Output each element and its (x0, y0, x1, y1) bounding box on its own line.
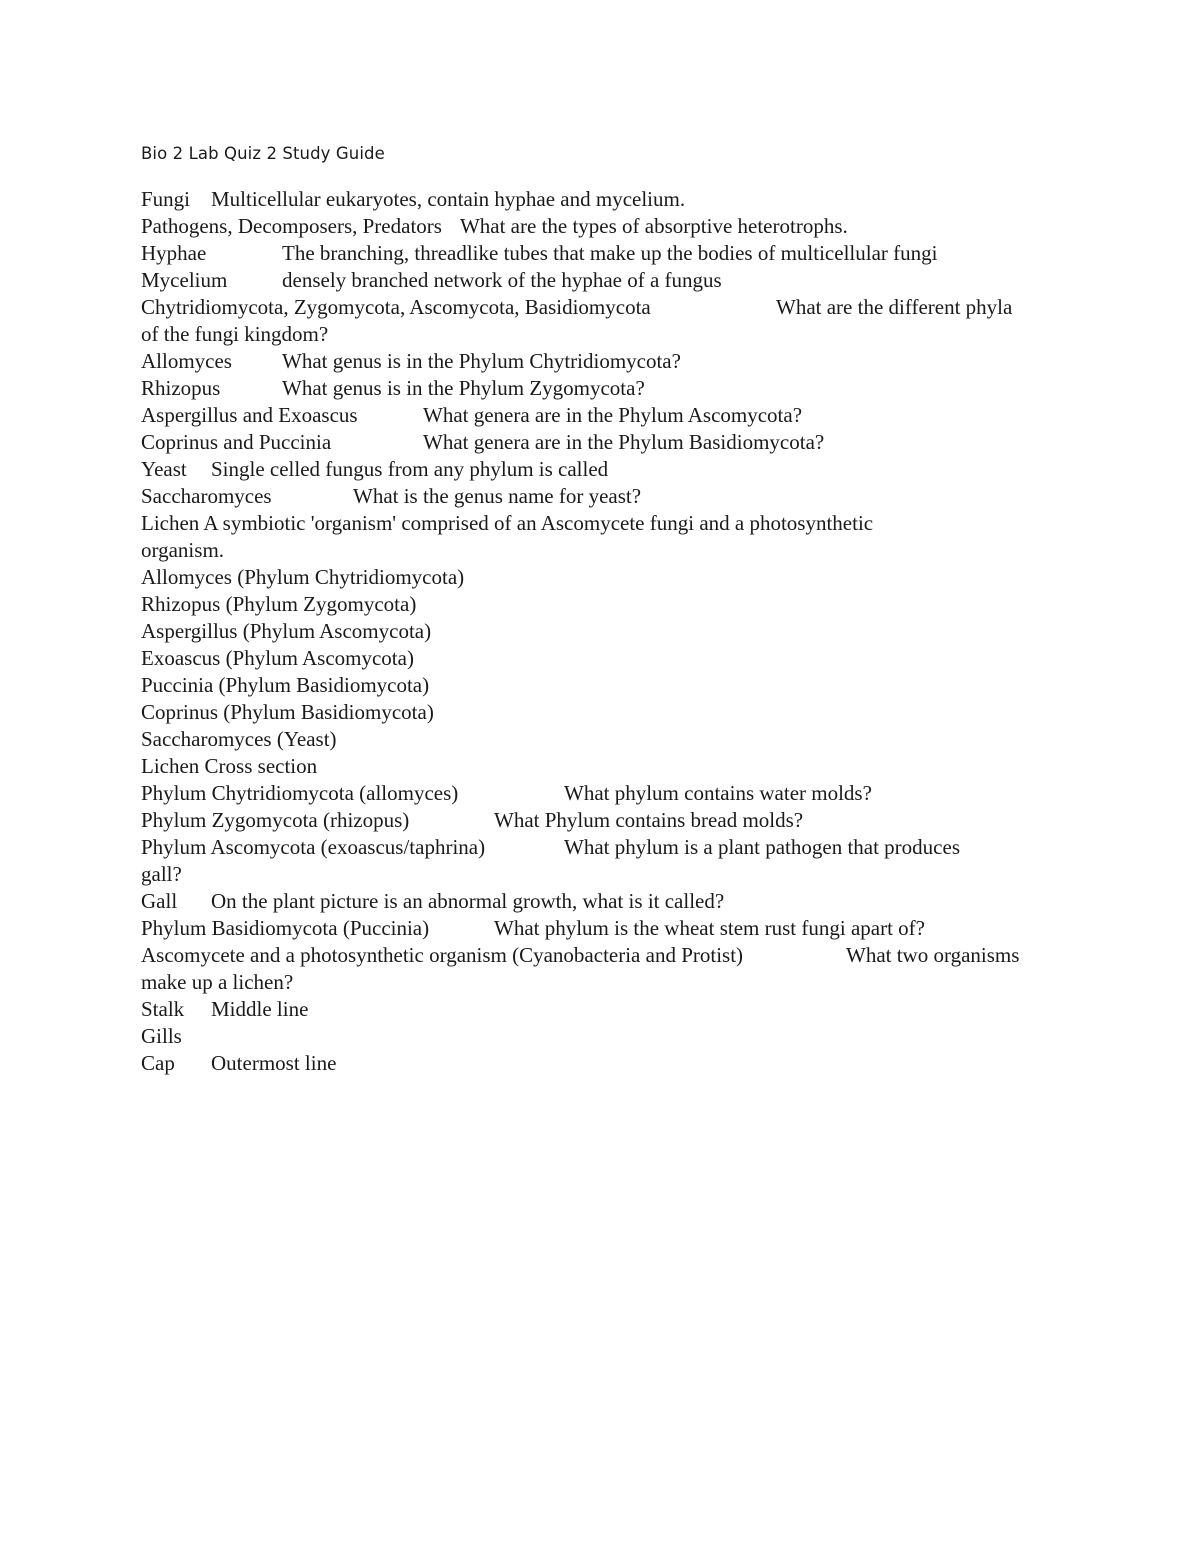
document-title: Bio 2 Lab Quiz 2 Study Guide (141, 144, 385, 163)
text-line (141, 321, 1071, 348)
text-line (141, 483, 1071, 510)
term: Gall (141, 889, 178, 913)
text: Saccharomyces (Yeast) (141, 727, 337, 751)
text-line (141, 753, 1071, 780)
text-line (141, 537, 1071, 564)
text-line (141, 888, 1071, 915)
text: Rhizopus (Phylum Zygomycota) (141, 592, 417, 616)
definition: What phylum is the wheat stem rust fungi apart of? (494, 916, 925, 940)
term: Allomyces (141, 349, 232, 373)
definition: densely branched network of the hyphae of a fungus (282, 268, 722, 292)
text-line (141, 807, 1071, 834)
term: Phylum Basidiomycota (Puccinia) (141, 916, 430, 940)
term: Pathogens, Decomposers, Predators (141, 214, 442, 238)
term: Phylum Zygomycota (rhizopus) (141, 808, 410, 832)
term: Mycelium (141, 268, 228, 292)
definition: Outermost line (211, 1051, 337, 1075)
text-line (141, 834, 1071, 861)
text-line (141, 672, 1071, 699)
text-line (141, 780, 1071, 807)
term: Cap (141, 1051, 175, 1075)
text-line (141, 1050, 1071, 1077)
text-line (141, 348, 1071, 375)
text-line (141, 267, 1071, 294)
text-line (141, 861, 1071, 888)
text-line (141, 375, 1071, 402)
term: Aspergillus and Exoascus (141, 403, 358, 427)
term: Chytridiomycota, Zygomycota, Ascomycota, Basidiomycota (141, 295, 651, 319)
definition: Single celled fungus from any phylum is called (211, 457, 609, 481)
text-line (141, 186, 1071, 213)
text-line (141, 996, 1071, 1023)
definition: What genera are in the Phylum Basidiomycota? (423, 430, 825, 454)
text: gall? (141, 862, 182, 886)
text-line (141, 591, 1071, 618)
text-line (141, 456, 1071, 483)
term: Yeast (141, 457, 187, 481)
definition: What is the genus name for yeast? (353, 484, 642, 508)
text-line (141, 726, 1071, 753)
definition: What Phylum contains bread molds? (494, 808, 804, 832)
term: Hyphae (141, 241, 207, 265)
term: Stalk (141, 997, 185, 1021)
text: Lichen Cross section (141, 754, 318, 778)
term: Coprinus and Puccinia (141, 430, 332, 454)
term: Phylum Ascomycota (exoascus/taphrina) (141, 835, 486, 859)
text: Aspergillus (Phylum Ascomycota) (141, 619, 432, 643)
text-line (141, 402, 1071, 429)
text-line (141, 915, 1071, 942)
term: Saccharomyces (141, 484, 272, 508)
text-line (141, 213, 1071, 240)
definition: What phylum is a plant pathogen that produces (564, 835, 960, 859)
definition: What genus is in the Phylum Chytridiomycota? (282, 349, 681, 373)
definition: Multicellular eukaryotes, contain hyphae and mycelium. (211, 187, 686, 211)
definition: On the plant picture is an abnormal growth, what is it called? (211, 889, 725, 913)
text: Puccinia (Phylum Basidiomycota) (141, 673, 430, 697)
term: Ascomycete and a photosynthetic organism (Cyanobacteria and Protist) (141, 943, 744, 967)
text-line (141, 645, 1071, 672)
text-line (141, 510, 1071, 537)
definition: What are the different phyla (776, 295, 1013, 319)
text-line (141, 969, 1071, 996)
text: Allomyces (Phylum Chytridiomycota) (141, 565, 465, 589)
definition: What phylum contains water molds? (564, 781, 872, 805)
text-line (141, 564, 1071, 591)
text-line (141, 240, 1071, 267)
text: Exoascus (Phylum Ascomycota) (141, 646, 414, 670)
definition: What are the types of absorptive heterotrophs. (459, 214, 848, 238)
text-line (141, 942, 1071, 969)
text-line (141, 1023, 1071, 1050)
text-line (141, 429, 1071, 456)
term: Rhizopus (141, 376, 221, 400)
text: Lichen A symbiotic 'organism' comprised of an Ascomycete fungi and a photosynthetic (141, 511, 874, 535)
document-body (141, 186, 1071, 1077)
text-line (141, 618, 1071, 645)
text: make up a lichen? (141, 970, 294, 994)
definition: Middle line (211, 997, 309, 1021)
term: Fungi (141, 187, 191, 211)
definition: What genus is in the Phylum Zygomycota? (282, 376, 645, 400)
text: Coprinus (Phylum Basidiomycota) (141, 700, 434, 724)
term: Phylum Chytridiomycota (allomyces) (141, 781, 459, 805)
text-line (141, 699, 1071, 726)
definition: What genera are in the Phylum Ascomycota? (423, 403, 803, 427)
text: of the fungi kingdom? (141, 322, 329, 346)
text: organism. (141, 538, 225, 562)
definition: The branching, threadlike tubes that make up the bodies of multicellular fungi (282, 241, 938, 265)
text: Gills (141, 1024, 182, 1048)
text-line (141, 294, 1071, 321)
definition: What two organisms (846, 943, 1020, 967)
